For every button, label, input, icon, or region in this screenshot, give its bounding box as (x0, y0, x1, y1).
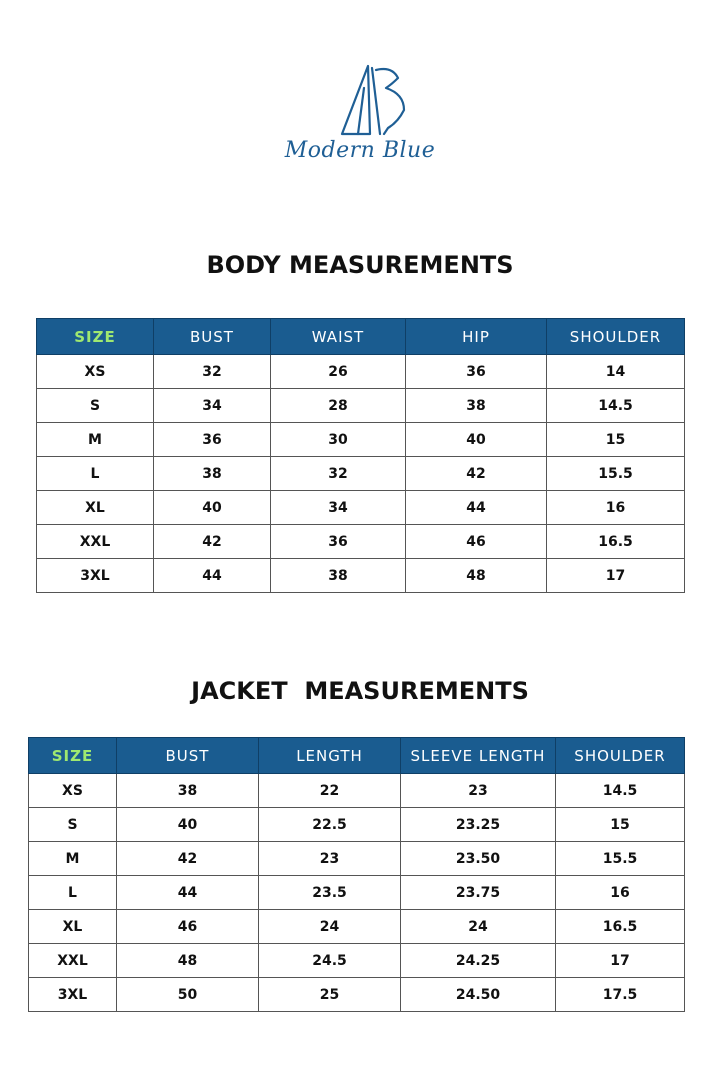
cell-bust: 42 (154, 525, 271, 559)
cell-bust: 32 (154, 355, 271, 389)
cell-size: XXL (29, 944, 117, 978)
cell-bust: 36 (154, 423, 271, 457)
table-row (29, 842, 685, 876)
cell-bust: 34 (154, 389, 271, 423)
cell-shoulder: 15 (556, 808, 685, 842)
cell-sleeve-length: 23.75 (401, 876, 556, 910)
table-row (29, 978, 685, 1012)
cell-waist: 34 (271, 491, 406, 525)
cell-size: S (37, 389, 154, 423)
column-header-shoulder: SHOULDER (556, 738, 685, 774)
sailboat-icon (280, 58, 440, 138)
cell-size: M (37, 423, 154, 457)
table-body (29, 774, 685, 1012)
brand-name: Modern Blue (284, 138, 436, 163)
cell-bust: 38 (154, 457, 271, 491)
cell-size: XL (29, 910, 117, 944)
table-row (37, 525, 685, 559)
cell-bust: 50 (117, 978, 259, 1012)
cell-bust: 40 (117, 808, 259, 842)
cell-shoulder: 17 (547, 559, 685, 593)
jacket-measurements-table (28, 737, 685, 1012)
column-header-size: SIZE (29, 738, 117, 774)
cell-bust: 42 (117, 842, 259, 876)
cell-hip: 36 (406, 355, 547, 389)
table-row (37, 491, 685, 525)
cell-size: XS (37, 355, 154, 389)
cell-hip: 48 (406, 559, 547, 593)
cell-shoulder: 16.5 (556, 910, 685, 944)
cell-size: L (29, 876, 117, 910)
table-body (37, 355, 685, 593)
cell-shoulder: 14.5 (547, 389, 685, 423)
cell-length: 23.5 (259, 876, 401, 910)
cell-hip: 40 (406, 423, 547, 457)
cell-shoulder: 16 (547, 491, 685, 525)
cell-length: 24.5 (259, 944, 401, 978)
cell-shoulder: 15 (547, 423, 685, 457)
cell-size: M (29, 842, 117, 876)
cell-waist: 32 (271, 457, 406, 491)
table-row (37, 423, 685, 457)
cell-sleeve-length: 23 (401, 774, 556, 808)
column-header-hip: HIP (406, 319, 547, 355)
cell-waist: 28 (271, 389, 406, 423)
cell-hip: 46 (406, 525, 547, 559)
cell-hip: 42 (406, 457, 547, 491)
brand-logo (280, 58, 440, 174)
column-header-bust: BUST (154, 319, 271, 355)
cell-waist: 30 (271, 423, 406, 457)
table-row (29, 910, 685, 944)
cell-sleeve-length: 24.50 (401, 978, 556, 1012)
cell-shoulder: 16.5 (547, 525, 685, 559)
cell-length: 22.5 (259, 808, 401, 842)
body-measurements-table (36, 318, 685, 593)
cell-length: 25 (259, 978, 401, 1012)
cell-size: XL (37, 491, 154, 525)
cell-length: 22 (259, 774, 401, 808)
table-header-row (37, 319, 685, 355)
cell-length: 23 (259, 842, 401, 876)
cell-size: 3XL (37, 559, 154, 593)
cell-size: 3XL (29, 978, 117, 1012)
cell-bust: 44 (154, 559, 271, 593)
column-header-length: LENGTH (259, 738, 401, 774)
table-row (29, 808, 685, 842)
table-row (37, 389, 685, 423)
jacket-measurements-title: JACKET MEASUREMENTS (191, 677, 529, 705)
cell-shoulder: 17.5 (556, 978, 685, 1012)
cell-sleeve-length: 24.25 (401, 944, 556, 978)
cell-shoulder: 15.5 (556, 842, 685, 876)
cell-size: S (29, 808, 117, 842)
body-measurements-title: BODY MEASUREMENTS (206, 251, 514, 279)
table-header-row (29, 738, 685, 774)
cell-shoulder: 14 (547, 355, 685, 389)
cell-bust: 40 (154, 491, 271, 525)
cell-sleeve-length: 24 (401, 910, 556, 944)
cell-shoulder: 15.5 (547, 457, 685, 491)
column-header-size: SIZE (37, 319, 154, 355)
cell-shoulder: 16 (556, 876, 685, 910)
table-row (29, 774, 685, 808)
cell-length: 24 (259, 910, 401, 944)
table-row (37, 559, 685, 593)
cell-waist: 36 (271, 525, 406, 559)
table-row (37, 457, 685, 491)
table-row (29, 944, 685, 978)
table-row (29, 876, 685, 910)
table-row (37, 355, 685, 389)
cell-bust: 44 (117, 876, 259, 910)
cell-bust: 46 (117, 910, 259, 944)
cell-bust: 48 (117, 944, 259, 978)
column-header-bust: BUST (117, 738, 259, 774)
cell-hip: 44 (406, 491, 547, 525)
cell-size: XXL (37, 525, 154, 559)
column-header-sleeve-length: SLEEVE LENGTH (401, 738, 556, 774)
cell-shoulder: 14.5 (556, 774, 685, 808)
cell-sleeve-length: 23.25 (401, 808, 556, 842)
cell-size: L (37, 457, 154, 491)
column-header-shoulder: SHOULDER (547, 319, 685, 355)
cell-waist: 38 (271, 559, 406, 593)
cell-hip: 38 (406, 389, 547, 423)
cell-sleeve-length: 23.50 (401, 842, 556, 876)
column-header-waist: WAIST (271, 319, 406, 355)
cell-bust: 38 (117, 774, 259, 808)
cell-shoulder: 17 (556, 944, 685, 978)
cell-size: XS (29, 774, 117, 808)
cell-waist: 26 (271, 355, 406, 389)
